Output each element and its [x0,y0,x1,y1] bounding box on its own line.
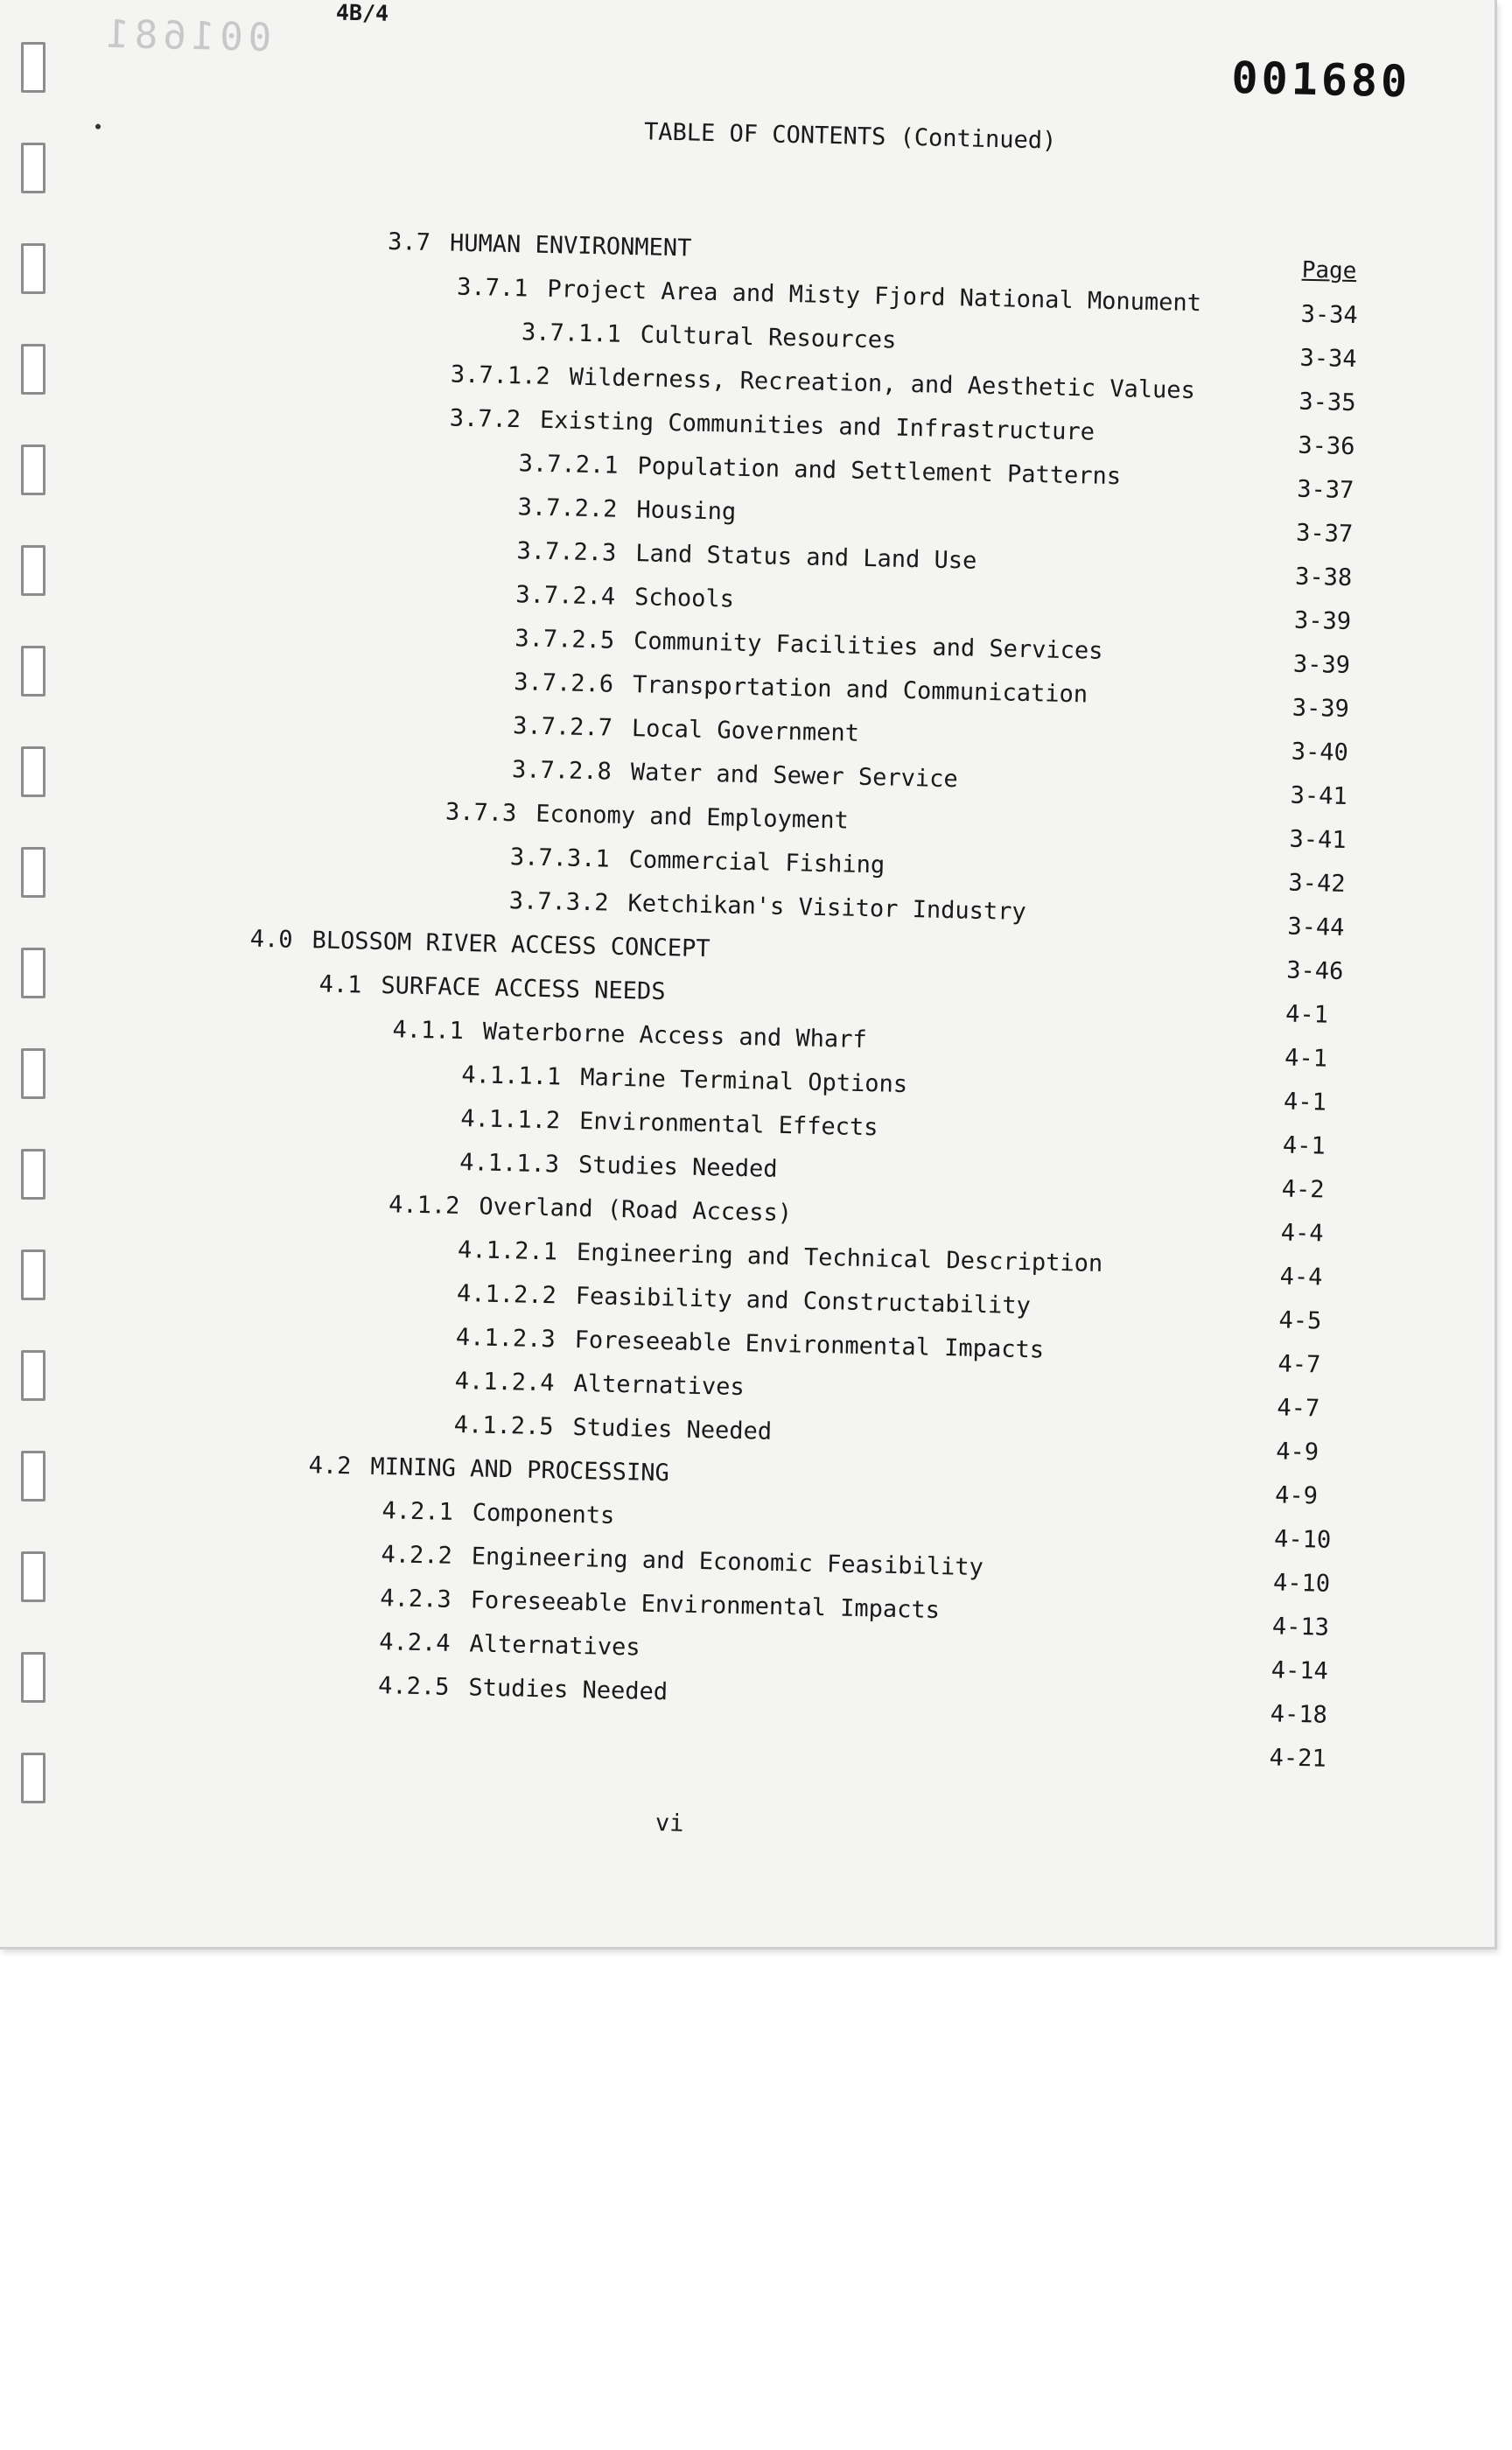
toc-entry-number: 4.1.2.2 [456,1279,557,1310]
toc-entry-title: Schools [634,584,735,613]
toc-entry-title: Engineering and Economic Feasibility [471,1543,984,1582]
toc-page-number: 3-39 [1292,694,1350,724]
toc-page-number: 3-37 [1296,475,1354,505]
toc-entry-number: 4.2.2 [381,1541,453,1570]
toc-entry-number: 3.7 [387,228,431,256]
toc-entry-title: Components [472,1499,615,1530]
toc-entry [515,581,735,629]
toc-entry-number: 3.7.2.5 [514,625,615,654]
page-folio: vi [654,1810,684,1838]
toc-entry [517,494,737,542]
toc-entry-number: 4.1 [318,970,362,999]
toc-entry-number: 3.7.2.4 [515,581,616,611]
toc-entry-title: Ketchikan's Visitor Industry [627,890,1026,927]
page-stamp-number: 001680 [1230,52,1411,108]
toc-entry-title: Wilderness, Recreation, and Aesthetic Values [569,363,1196,405]
toc-entry-number: 4.2.4 [378,1628,451,1657]
toc-entry-title: Marine Terminal Options [579,1063,908,1099]
toc-entry-number: 3.7.3.2 [508,887,609,917]
toc-entry-number: 4.1.2 [388,1191,460,1220]
toc-page-number: 3-46 [1285,956,1344,985]
toc-page-number: 3-41 [1290,781,1348,810]
toc-entry-title: Community Facilities and Services [633,627,1103,665]
toc-page-number: 3-39 [1292,650,1351,680]
toc-page-number: 4-1 [1282,1131,1326,1160]
toc-entry-number: 4.1.2.5 [453,1410,554,1441]
toc-entry-title: SURFACE ACCESS NEEDS [381,971,666,1006]
toc-entry-title: Studies Needed [572,1413,773,1446]
toc-entry [377,1672,668,1722]
toc-entry-number: 3.7.2.8 [511,756,612,786]
page-column-heading: Page [1301,256,1357,285]
toc-page-number: 3-40 [1291,738,1349,767]
page-title: TABLE OF CONTENTS (Continued) [643,118,1057,155]
toc-entry [444,799,849,851]
toc-entry [388,1191,792,1243]
toc-entry [379,1628,640,1677]
toc-page-number: 4-14 [1270,1656,1329,1685]
toc-entry-number: 3.7.2.7 [512,712,613,742]
toc-entry-number: 3.7.2.1 [518,450,619,480]
toc-entry-title: Land Status and Land Use [634,540,977,575]
toc-entry [382,1497,615,1546]
toc-entry-number: 3.7.3.1 [509,844,611,873]
toc-entry [459,1149,778,1200]
toc-entry [308,1452,669,1503]
toc-entry [318,970,666,1022]
document-code: 4B/4 [335,0,389,26]
toc-entry-number: 4.1.2.1 [457,1236,558,1266]
toc-page-number: 3-36 [1298,431,1355,461]
toc-entry-number: 4.1.1.3 [458,1148,560,1179]
toc-entry-number: 4.2 [308,1452,352,1480]
toc-entry-title: Foreseeable Environmental Impacts [574,1326,1045,1364]
toc-page-number: 4-7 [1277,1394,1320,1423]
toc-page-number: 4-21 [1269,1744,1327,1773]
toc-entry-title: BLOSSOM RIVER ACCESS CONCEPT [312,927,710,963]
toc-entry-number: 4.0 [249,925,293,954]
toc-entry-title: Foreseeable Environmental Impacts [470,1586,941,1625]
toc-entry-number: 3.7.2.3 [516,537,617,567]
toc-entry-title: Alternatives [573,1369,745,1402]
toc-entry-title: MINING AND PROCESSING [370,1452,670,1488]
toc-entry [512,712,859,764]
toc-page-number: 3-38 [1294,563,1353,592]
toc-entry-title: Studies Needed [468,1674,668,1706]
toc-entry-number: 4.1.2.3 [455,1323,556,1354]
toc-page-number: 4-4 [1280,1219,1324,1248]
toc-page-number: 3-34 [1299,344,1357,374]
toc-page-number: 4-1 [1283,1088,1327,1116]
toc-entry-number: 3.7.2.6 [513,668,614,698]
toc-entry-number: 4.2.3 [380,1585,452,1614]
toc-page-number: 3-44 [1287,913,1345,942]
bleed-through-stamp: 001681 [100,11,272,60]
toc-entry-number: 3.7.2 [449,404,522,434]
toc-entry-title: Economy and Employment [535,800,850,835]
toc-entry-number: 4.2.5 [377,1672,450,1701]
toc-page-number: 4-10 [1272,1569,1331,1598]
toc-entry-number: 4.1.1 [392,1016,465,1046]
toc-page-number: 3-41 [1289,825,1347,854]
toc-page-number: 3-37 [1295,519,1354,549]
toc-entry-number: 3.7.3 [444,798,517,828]
toc-entry-number: 4.1.2.4 [454,1367,555,1397]
toc-entry-title: Overland (Road Access) [479,1193,793,1228]
toc-page-number: 4-1 [1284,1044,1328,1073]
toc-entry-title: Population and Settlement Patterns [637,452,1122,491]
toc-entry-title: Commercial Fishing [628,846,886,879]
stray-mark [95,124,101,130]
toc-page-number: 4-18 [1270,1700,1328,1729]
toc-entry-title: Transportation and Communication [632,671,1088,709]
toc-page-number: 4-10 [1273,1525,1332,1554]
toc-entry-title: Alternatives [469,1630,640,1662]
toc-entry-number: 4.1.1.1 [461,1060,562,1091]
toc-page-number: 4-7 [1278,1350,1321,1379]
toc-page-number: 3-42 [1288,869,1346,898]
toc-entry-number: 3.7.1.2 [450,360,551,391]
toc-entry-title: Studies Needed [578,1151,778,1183]
toc-page-number: 4-1 [1284,1000,1329,1029]
toc-entry-number: 4.1.1.2 [460,1104,561,1135]
toc-page-number: 4-4 [1279,1263,1323,1292]
toc-page-number: 3-35 [1298,388,1356,417]
toc-page-number: 3-39 [1293,606,1352,636]
toc-entry-title: Water and Sewer Service [630,759,958,794]
toc-entry-title: Existing Communities and Infrastructure [539,406,1096,446]
toc-entry-title: Waterborne Access and Wharf [482,1018,867,1054]
toc-entry-title: Environmental Effects [578,1107,878,1142]
toc-entry-title: HUMAN ENVIRONMENT [449,229,692,262]
toc-entry-title: Cultural Resources [640,321,897,354]
toc-entry-title: Housing [636,496,737,526]
toc-page-number: 4-13 [1271,1613,1330,1642]
toc-entry-title: Local Government [631,715,860,747]
toc-page-number: 3-34 [1300,300,1359,330]
toc-page-number: 4-5 [1278,1306,1322,1335]
toc-entry-title: Project Area and Misty Fjord National Monument [547,275,1202,318]
toc-entry [453,1411,772,1462]
toc-entry-title: Engineering and Technical Description [576,1238,1103,1278]
toc-page-number: 4-9 [1275,1438,1320,1466]
toc-entry-title: Feasibility and Constructability [575,1282,1032,1320]
toc-entry-number: 3.7.1 [456,273,528,303]
toc-entry-number: 3.7.2.2 [517,494,618,523]
toc-entry-number: 4.2.1 [382,1497,454,1526]
toc-entry [387,228,691,279]
toc-page-number: 4-9 [1274,1481,1319,1510]
toc-page-number: 4-2 [1281,1175,1325,1204]
toc-entry-number: 3.7.1.1 [521,318,622,348]
toc-entry [454,1368,745,1418]
